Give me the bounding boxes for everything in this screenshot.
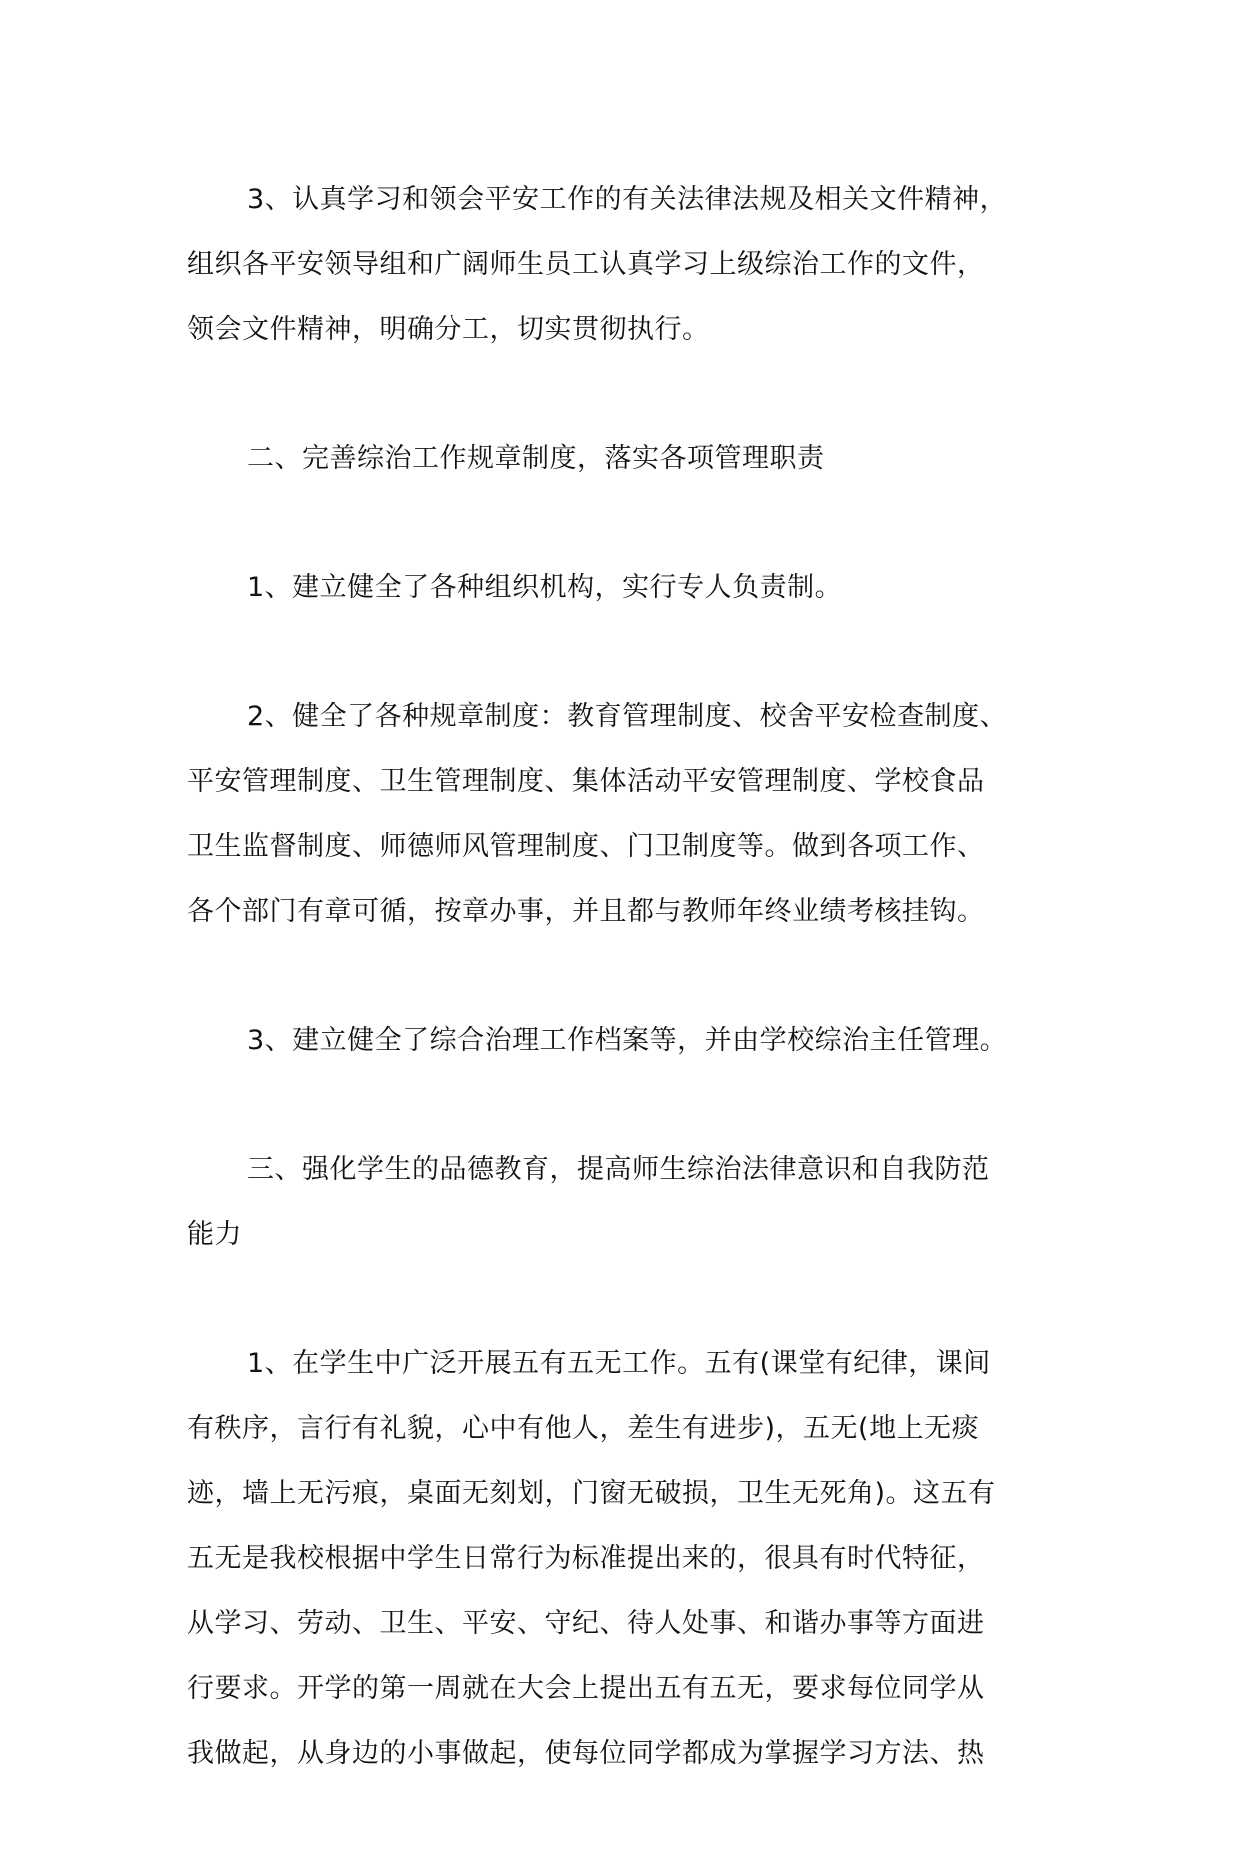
text-line: 3、认真学习和领会平安工作的有关法律法规及相关文件精神， (247, 184, 1008, 215)
text-line: 从学习、劳动、卫生、平安、守纪、待人处事、和谐办事等方面进 (187, 1608, 985, 1639)
text-line: 我做起，从身边的小事做起，使每位同学都成为掌握学习方法、热 (187, 1738, 985, 1769)
paragraph-item-1-five-haves (187, 1331, 1057, 1786)
text-line: 行要求。开学的第一周就在大会上提出五有五无，要求每位同学从 (187, 1673, 985, 1704)
paragraph-item-2-rules (187, 684, 1057, 944)
text-line: 1、建立健全了各种组织机构，实行专人负责制。 (247, 572, 843, 603)
text-line: 有秩序，言行有礼貌，心中有他人，差生有进步)，五无(地上无痰 (187, 1413, 980, 1444)
section-heading-3 (187, 1137, 1057, 1267)
paragraph-item-3-archives (187, 1008, 1057, 1073)
text-line: 组织各平安领导组和广阔师生员工认真学习上级综治工作的文件， (187, 249, 985, 280)
text-line: 1、在学生中广泛开展五有五无工作。五有(课堂有纪律，课间 (247, 1348, 991, 1379)
section-heading-2 (187, 426, 1057, 491)
heading-line: 三、强化学生的品德教育，提高师生综治法律意识和自我防范 (247, 1154, 990, 1185)
text-line: 领会文件精神，明确分工，切实贯彻执行。 (187, 314, 710, 345)
text-line: 卫生监督制度、师德师风管理制度、门卫制度等。做到各项工作、 (187, 831, 985, 862)
text-line: 2、健全了各种规章制度：教育管理制度、校舍平安检查制度、 (247, 701, 1008, 732)
heading-line: 二、完善综治工作规章制度，落实各项管理职责 (247, 443, 825, 474)
text-line: 平安管理制度、卫生管理制度、集体活动平安管理制度、学校食品 (187, 766, 985, 797)
text-line: 五无是我校根据中学生日常行为标准提出来的，很具有时代特征， (187, 1543, 985, 1574)
text-line: 3、建立健全了综合治理工作档案等，并由学校综治主任管理。 (247, 1025, 1008, 1056)
document-body (187, 167, 1057, 1850)
heading-line: 能力 (187, 1219, 242, 1250)
paragraph-item-3-study-regulations (187, 167, 1057, 362)
text-line: 各个部门有章可循，按章办事，并且都与教师年终业绩考核挂钩。 (187, 896, 985, 927)
paragraph-item-1-organization (187, 555, 1057, 620)
text-line: 迹，墙上无污痕，桌面无刻划，门窗无破损，卫生无死角)。这五有 (187, 1478, 996, 1509)
